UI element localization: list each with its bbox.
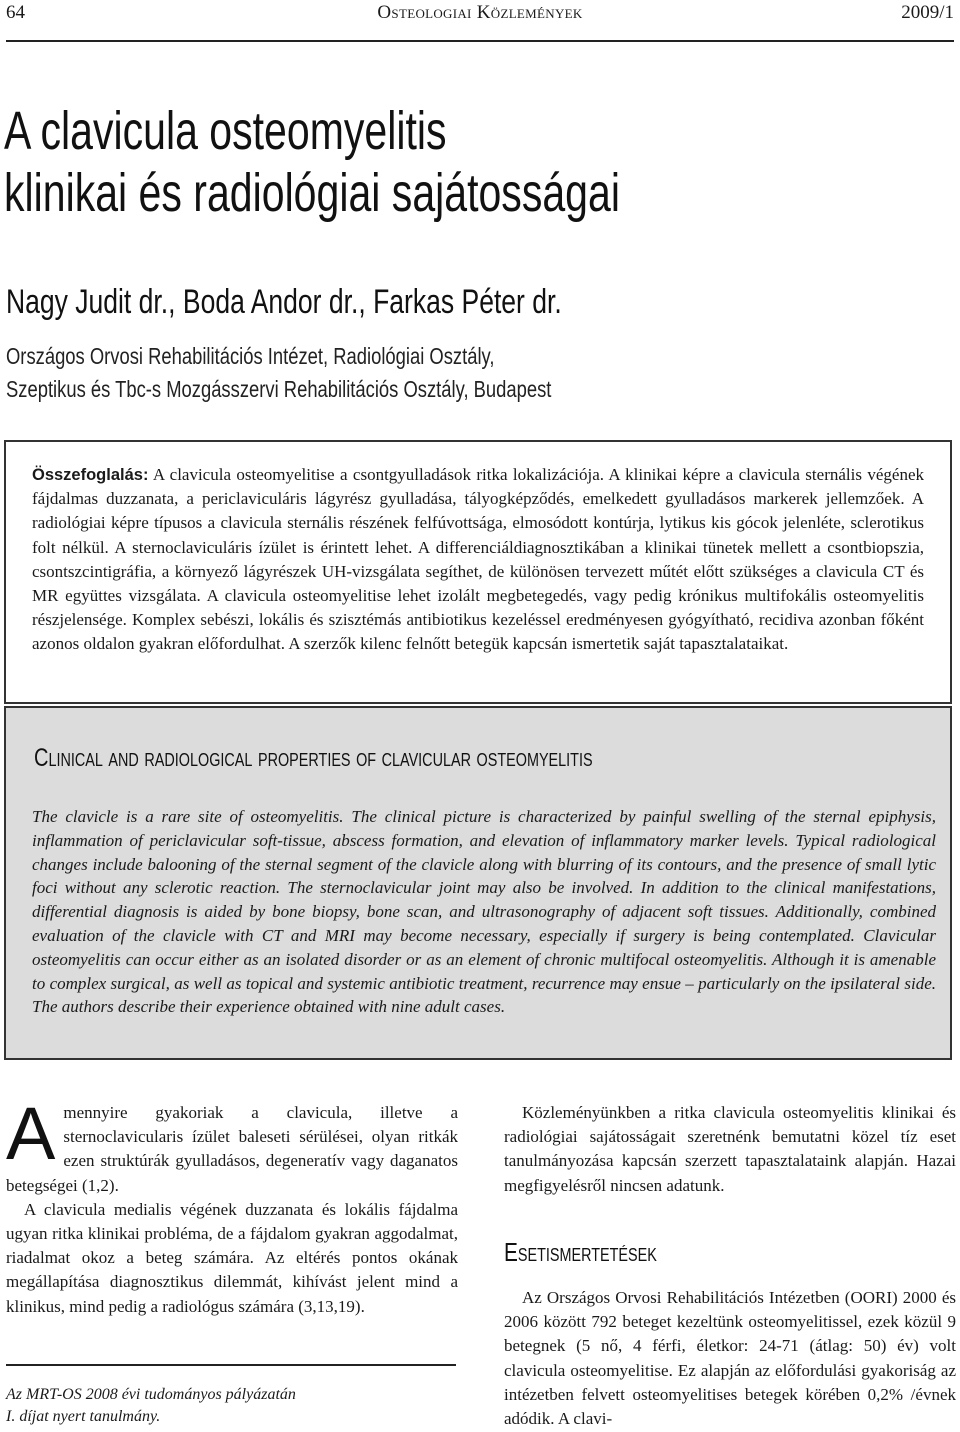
section-title-cases: Esetismertetések <box>504 1236 657 1267</box>
issue-number: 2009/1 <box>901 2 954 23</box>
page-number: 64 <box>6 2 25 23</box>
body-column-right <box>504 1101 956 1431</box>
right-paragraph-1: Közleményünkben a ritka clavicula osteomyelitis klinikai és radiológiai sajátosságait szeretnénk bemutatni közel tíz eset tanulmányozása kapcsán szerzett tapasztalataink alapján. Hazai megfigyelésről nincsen adatunk. <box>504 1103 956 1195</box>
article-affiliation <box>6 340 551 406</box>
abstract-en-text: The clavicle is a rare site of osteomyelitis. The clinical picture is characterized by painful swelling of the sternal epiphysis, inflammation of periclavicular soft-tissue, abscess formation, and elevation of inflammatory marker levels. Typical radiological changes include balooning of the sternal segment of the clavicle along with blurring of its contours, and the presence of small lytic foci without any sclerotic reaction. The sternoclavicular joint may also be involved. In addition to the clinical manifestations, differential diagnosis is aided by bone biopsy, bone scan, and ultrasonography of adjacent soft tissues. Additionally, combined evaluation of the clavicle with CT and MRI may become necessary, especially if surgery is being contemplated. Clavicular osteomyelitis can occur either as an isolated disorder or as an element of chronic multifocal osteomyelitis. Although it is amenable to complex surgical, as well as topical and systemic antibiotic treatment, recurrence may ensue – particularly on the ipsilateral side. The authors describe their experience obtained with nine adult cases. <box>32 807 936 1017</box>
journal-name: Osteologiai Közlemények <box>377 2 583 23</box>
right-paragraph-2: Az Országos Orvosi Rehabilitációs Intézetben (OORI) 2000 és 2006 között 792 beteget kezeltünk osteomyelitissel, ezek közül 9 betegnek (5 nő, 4 férfi, életkor: 24-71 (átlag: 50) év) volt clavicula osteomyelitise. Ez alapján az előfordulási gyakoriság az intézetben felvett osteomyelitises betegek körében 0,2% /évnek adódik. A clavi- <box>504 1288 956 1429</box>
intro-paragraph-2: A clavicula medialis végének duzzanata és lokális fájdalma ugyan ritka klinikai probléma, de a fájdalom gyakran aggodalmat, riadalmat okoz a beteg számára. Az eltérés pontos okának megállapítása diagnosztikus dilemmát, kihívást jelent mind a klinikus, mind pedig a radiológus számára (3,13,19). <box>6 1199 458 1316</box>
article-authors: Nagy Judit dr., Boda Andor dr., Farkas Péter dr. <box>6 283 562 321</box>
abstract-hu-text: A clavicula osteomyelitise a csontgyulladások ritka lokalizációja. A klinikai képre a clavicula sternális végének fájdalmas duzzanata, a periclaviculáris lágyrész gyulladása, tályogképződés, emelkedett gyulladásos markerek jellemzőek. A radiológiai képre típusos a clavicula sternális részének felfúvottsága, elmosódott kontúrja, lytikus kis gócok jelenléte, sclerotikus folt nélkül. A sternoclaviculáris ízület is érintett lehet. A differenciáldiagnosztikában a klinikai tünetek mellett a csontbiopszia, csontszcintigráfia, a környező lágyrészek UH-vizsgálata segíthet, de különösen tervezett műtét előtt szükséges a clavicula CT és MR együttes vizsgálata. A clavicula osteomyelitise lehet izolált megbetegedés, vagy pedig krónikus multifokális osteomyelitis részjelensége. Komplex sebészi, lokális és szisztémás antibiotikus kezeléssel eredményesen gyógyítható, recidiva azonban főként azonos oldalon gyakran előfordulhat. A szerzők kilenc felnőtt betegük kapcsán ismertetik saját tapasztalataikat. <box>32 465 924 654</box>
abstract-hu-box <box>4 440 952 704</box>
intro-paragraph-1-text: mennyire gyakoriak a clavicula, illetve a sternoclavicularis ízület baleseti sérülései, olyan ritkák ezen struktúrák gyulladásos, degeneratív vagy daganatos betegségei (1,2). <box>6 1103 458 1195</box>
affiliation-line-1: Országos Orvosi Rehabilitációs Intézet, Radiológiai Osztály, <box>6 343 495 369</box>
body-column-left <box>6 1092 458 1319</box>
footnote <box>6 1384 458 1428</box>
footnote-line-2: I. díjat nyert tanulmány. <box>6 1408 161 1425</box>
intro-paragraph-1 <box>6 1092 458 1198</box>
footnote-line-1: Az MRT-OS 2008 évi tudományos pályázatán <box>6 1386 296 1403</box>
article-title-line-1: A clavicula osteomyelitis <box>4 101 447 161</box>
footnote-rule <box>6 1364 456 1366</box>
article-title-line-2: klinikai és radiológiai sajátosságai <box>4 163 620 223</box>
affiliation-line-2: Szeptikus és Tbc-s Mozgásszervi Rehabilitációs Osztály, Budapest <box>6 376 552 402</box>
drop-cap: A <box>6 1092 56 1175</box>
abstract-hu-label: Összefoglalás: <box>32 466 149 484</box>
abstract-en-box <box>4 706 952 1060</box>
abstract-en-title: Clinical and radiological properties of clavicular osteomyelitis <box>34 744 593 772</box>
abstract-hu <box>32 463 924 657</box>
article-title <box>4 100 726 224</box>
header-rule <box>6 40 954 42</box>
